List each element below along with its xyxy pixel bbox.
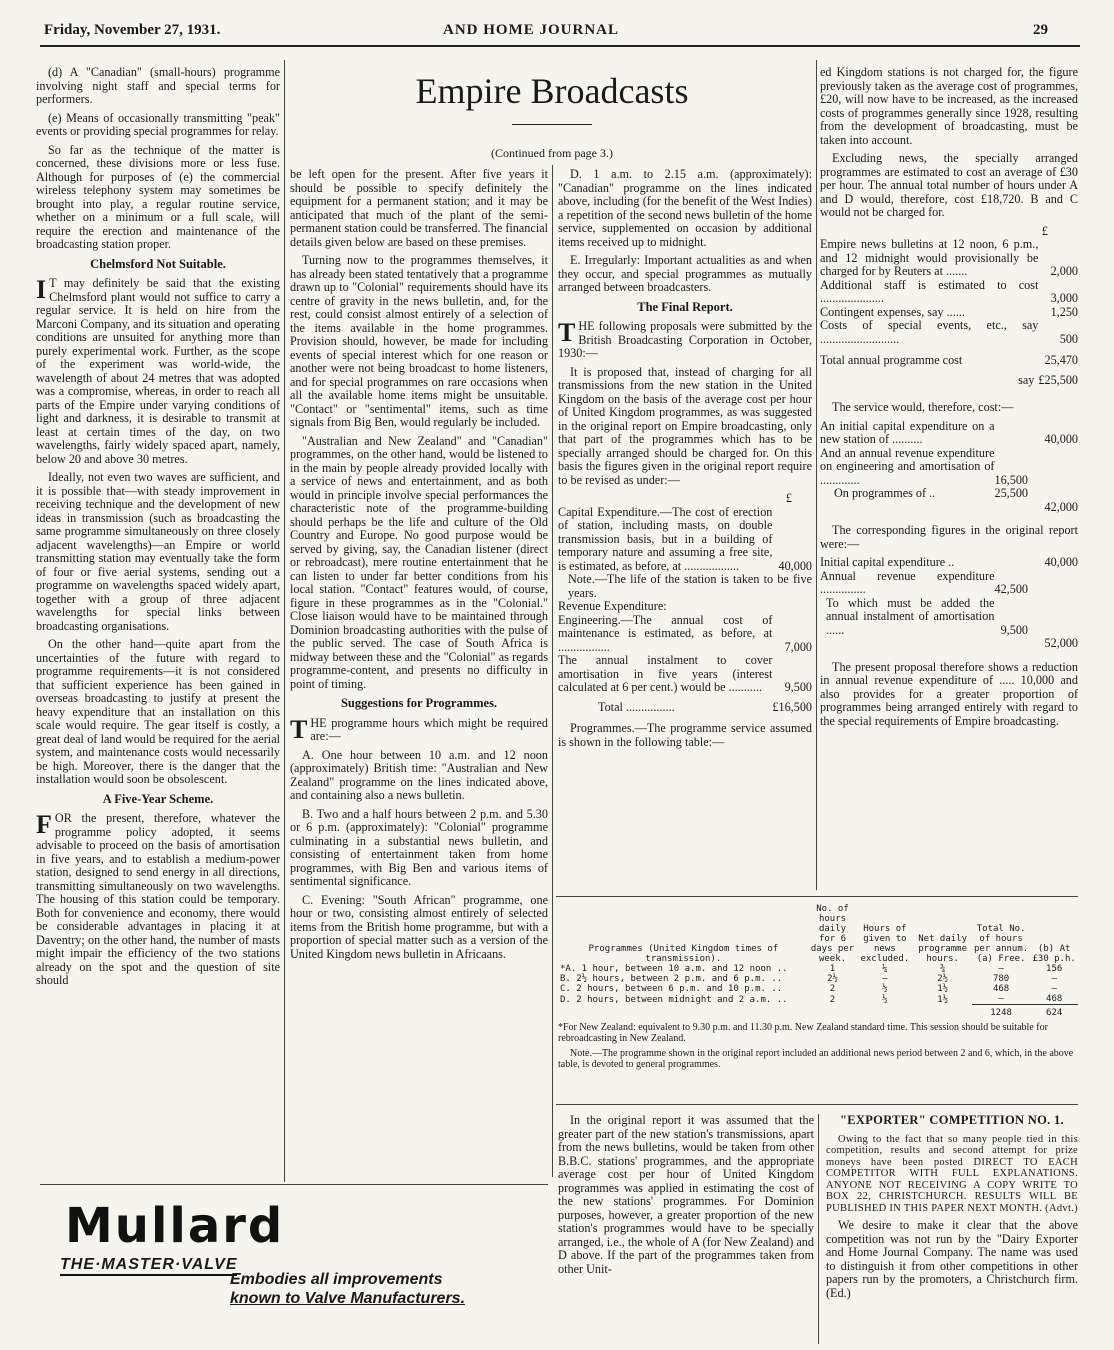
subheading: A Five-Year Scheme.: [102, 791, 214, 806]
header-rule: [40, 45, 1080, 47]
orig-add-value: 9,500: [1000, 622, 1028, 637]
paragraph: THE following proposals were submitted by the British Broadcasting Corporation in October, 1930:—: [558, 318, 812, 360]
total-at: 624: [1030, 1005, 1078, 1019]
paragraph: We desire to make it clear that the above competition was not run by the "Dairy Exporter and Home Journal Company. The name was used to distinguish it from other competitions in other papers run by the promoters, a Christchurch firm. (Ed.): [826, 1218, 1078, 1300]
paragraph: A. One hour between 10 a.m. and 12 noon (approximately) British time: "Australian and New Zealand" programme on the lines indicated above, and containing also a news bulletin.: [290, 747, 548, 802]
page-number: 29: [1033, 22, 1048, 38]
column-divider: [818, 1114, 819, 1344]
table-row: C. 2 hours, between 6 p.m. and 10 p.m. .. 2 ½ 1½ 468 —: [560, 984, 1057, 994]
brand-logo: Mullard: [65, 1198, 285, 1254]
initial-label: An initial capital expenditure on a new station of ..........: [820, 418, 995, 446]
initial-value: 40,000: [1044, 432, 1078, 446]
paragraph: D. 1 a.m. to 2.15 a.m. (approximately): "Canadian" programme on the lines indicated above, including (for the benefit of the West Indies) a repetition of the second news bulletin of the home service, supplemented on occasion by additional items received up to midnight.: [558, 167, 812, 249]
paragraph: I T may definitely be said that the existing Chelmsford plant would not suffice to carry a regular service. It is held on hire from the Marconi Company, and its situation and operating conditions are unsuited for anything more than purely experimental work. Further, as the scope of the experiment was world-wide, the wavelength of about 24 metres that was adopted was a compromise, whereas, in order to reach all parts of the Empire under varying conditions of light and darkness, it is desirable to transmit at least at certain times of the day, on two wavelengths, fairly widely spaced apart, namely, below 20 and above 30 metres.: [36, 275, 280, 466]
table-header: Total No. of hours per annum. (a) Free.: [974, 924, 1029, 964]
table-footnote: *For New Zealand: equivalent to 9.30 p.m. and 11.30 p.m. New Zealand standard time. This session should be suitable for rebroadcasting in New Zealand.: [558, 1022, 1048, 1044]
advert-top-rule: [40, 1184, 548, 1185]
drop-cap: T: [290, 714, 308, 744]
amortisation-label: The annual instalment to cover amortisation in five years (interest calculated at 6 per cent.) would be ...........: [558, 653, 773, 694]
cost-item-label: Additional staff is estimated to cost .....................: [820, 277, 1039, 305]
currency-symbol: £: [1041, 223, 1048, 238]
paragraph: be left open for the present. After five years it should be possible to specify definitely the equipment for a permanent station; and it may be anticipated that much of the plant of the semi-permanent station could be transferred. The financial details given below are based on these premises.: [290, 167, 548, 249]
cost-item-value: 1,250: [1050, 304, 1078, 319]
programme-hours-table: [558, 904, 1078, 1070]
cost-item-label: Contingent expenses, say ......: [820, 304, 965, 319]
total-label: Total annual programme cost: [820, 353, 963, 367]
table-header: Programmes (United Kingdom times of transmission).: [588, 944, 779, 964]
publication-name: AND HOME JOURNAL: [443, 22, 619, 38]
capital-expenditure-table: [558, 506, 812, 715]
engineering-label: Engineering.—The annual cost of maintenance is estimated, as before, at .................: [558, 612, 773, 654]
orig-add-label: To which must be added the annual instalment of amortisation ......: [826, 595, 995, 637]
table-bottom-rule: [556, 1104, 1078, 1105]
total-value: £16,500: [772, 699, 812, 714]
paragraph: ed Kingdom stations is not charged for, the figure previously taken as the average cost of programmes, £20, will now have to be increased, as the increased costs of programmes generally since 1928, resulting from the development of broadcasting, must be taken into account.: [820, 65, 1078, 147]
table-header: Hours of given to news excluded.: [860, 924, 910, 964]
cost-item-value: 3,000: [1050, 291, 1078, 305]
mullard-advert: [40, 1190, 540, 1320]
brand-subtitle: THE·MASTER·VALVE: [60, 1256, 237, 1276]
advert-tagline: Embodies all improvements known to Valve Manufacturers.: [230, 1271, 466, 1307]
say-label: say: [1018, 372, 1035, 387]
table-header: No. of hours daily for 6 days per week.: [810, 904, 855, 964]
cost-item-value: 500: [1059, 331, 1078, 346]
orig-initial-label: Initial capital expenditure ..: [820, 555, 955, 569]
paragraph: On the other hand—quite apart from the uncertainties of the future with regard to programme requirements—it is not considered that sufficient experience has been gained in overseas broadcasting to justify at present the heavy expenditure that an installation on this scale would require. The gear itself is costly, a great deal of land would be required for the aerial system, and maintenance costs would necessarily be high. Moreover, there is the danger that the installation would soon be obsolescent.: [36, 637, 280, 786]
paragraph: B. Two and a half hours between 2 p.m. and 5.30 or 6 p.m. (approximately): "Colonial" programme culminating in a substantial news bulletin, and consisting of entertainment taken from home programmes, with Big Ben and various items of sentimental significance.: [290, 806, 548, 888]
total-free: 1248: [972, 1005, 1030, 1019]
table-row: *A. 1 hour, between 10 a.m. and 12 noon .. 1 ¼ ¾ — 156: [560, 964, 1063, 974]
capital-label: Capital Expenditure.—The cost of erection of station, including masts, on double transmission basis, but in a building of temporary nature and assuming a free site, is estimated, as before, at ..................: [558, 504, 773, 573]
table-header: (b) At £30 p.h.: [1032, 944, 1076, 964]
paragraph: FOR the present, therefore, whatever the programme policy adopted, it seems advisable to proceed on the basis of amortisation in five years, and to establish a medium-power station, designed to send energy in all directions, transmitting simultaneously on two wavelengths. The housing of this station could be temporary. Both for convenience and economy, there would be considerable advantages in placing it at Daventry; on the other hand, the number of masts might impair the efficiency of the two stations already on the spot and the question of site should: [36, 810, 280, 987]
subheading: Chelmsford Not Suitable.: [90, 256, 226, 271]
paragraph: C. Evening: "South African" programme, one hour or two, consisting almost entirely of selected items from the British home programme, but with a proportion of special matter such as a version of the United Kingdom news bulletin in Africaans.: [290, 892, 548, 961]
subheading: The Final Report.: [637, 299, 733, 314]
drop-cap: T: [558, 318, 576, 347]
issue-date: Friday, November 27, 1931.: [44, 22, 221, 38]
paragraph: THE programme hours which might be required are:—: [290, 714, 548, 744]
drop-cap: F: [36, 810, 52, 839]
column-2: [290, 168, 548, 966]
cost-item-value: 2,000: [1050, 264, 1078, 278]
capital-value: 40,000: [778, 558, 812, 573]
orig-revenue-value: 42,500: [994, 582, 1028, 596]
paragraph: "Australian and New Zealand" and "Canadian" programmes, on the other hand, would be listened to in the main by people already provided locally with a service of news and entertainment, and as both would in principle involve special performances the characteristic note of the programme-building should perhaps be the life and culture of the Old Country and Europe. No good purpose would be served by giving, say, the Canadian listener (direct or rebroadcast), mere routine entertainment that he can listen to under far better conditions from his local station. "Contact" features would, of course, figure in these programmes as in the "Colonial." Close liaison would have to be maintained through Dominion broadcasting authorities with the pulse of the public served. The case of South Africa is midway between these and the "Colonial" as regards programme-content, and presents no difficulty in point of timing.: [290, 433, 548, 691]
orig-initial-value: 40,000: [1044, 555, 1078, 569]
currency-symbol: £: [785, 491, 792, 505]
column-divider: [284, 60, 285, 1182]
table-totals-row: [558, 1005, 1078, 1019]
paragraph: Ideally, not even two waves are sufficient, and it is possible that—with steady improvement in receiving technique and the development of new ideas in transmission (such as broadcasting the same programme simultaneously on three closely adjacent wavelengths)—an Empire or world transmitting station may eventually take the form of four or five aerial systems, sending out a programme on wavelengths spaced widely apart, together with a group of three adjacent wavelengths for special links between broadcasting organisations.: [36, 470, 280, 633]
column-3-bottom: [558, 1114, 814, 1281]
paragraph: (d) A "Canadian" (small-hours) programme involving night staff and special terms for performers.: [36, 65, 280, 106]
paragraph: Owing to the fact that so many people tied in this competition, results and second attempt for prize moneys have been posted DIRECT TO EACH COMPETITOR WITH FULL EXPLANATIONS. ANYONE NOT RECEIVING A COPY WRITE TO BOX 22, CHRISTCHURCH. RESULTS WILL BE PUBLISHED IN THIS PAPER NEXT MONTH. (Advt.): [826, 1133, 1078, 1214]
table-row: D. 2 hours, between midnight and 2 a.m. .. 2 ½ 1½ — 468: [560, 994, 1063, 1005]
column-divider: [816, 60, 817, 890]
table-row: B. 2½ hours, between 2 p.m. and 6 p.m. .. 2½ — 2½ 780 —: [560, 974, 1057, 984]
paragraph: Programmes.—The programme service assumed is shown in the following table:—: [558, 721, 812, 749]
table-footnote: Note.—The programme shown in the original report included an additional news period between 2 and 6, which, in the above table, is devoted to general programmes.: [558, 1048, 1074, 1070]
annual-total: 42,000: [1044, 499, 1078, 514]
programme-cost-table: [820, 238, 1078, 387]
article-title: Empire Broadcasts: [415, 71, 689, 111]
continued-note: (Continued from page 3.): [491, 146, 613, 160]
cost-item-label: Costs of special events, etc., say ..........................: [820, 318, 1039, 346]
original-figures-table: [820, 556, 1078, 651]
paragraph: The corresponding figures in the original report were:—: [820, 523, 1078, 551]
life-note: Note.—The life of the station is taken to be five years.: [568, 572, 812, 600]
subheading: Suggestions for Programmes.: [340, 696, 498, 710]
column-3: [558, 168, 812, 754]
say-value: £25,500: [1038, 372, 1078, 387]
paragraph: The present proposal therefore shows a reduction in annual revenue expenditure of ..... 10,000 and also provides for a greater proportion of programmes being arranged entirely with regard to the special requirements of Empire broadcasting.: [820, 659, 1078, 728]
orig-revenue-label: Annual revenue expenditure ...............: [820, 568, 995, 596]
title-rule: [512, 124, 592, 125]
programmes-label: On programmes of ..: [834, 486, 936, 500]
paragraph: In the original report it was assumed that the greater part of the new station's transmissions, apart from the news bulletins, would be taken from other B.B.C. stations' programmes, and the appropriate average cost per hour of United Kingdom programmes was applied in estimating the cost of the new stations' programmes. For Dominion purposes, however, a greater proportion of the new station's programmes would have to be specially arranged, i.e., the whole of A (for New Zealand) and D above. If the part of the programmes taken from other Unit-: [558, 1113, 814, 1276]
paragraph: So far as the technique of the matter is concerned, these divisions more or less fuse. Although for purposes of (e) the commercial wireless telephony system may sometimes be brought into play, a regular routine service, whether on a minimum or a full scale, will require the erection and maintenance of the broadcasting station proper.: [36, 142, 280, 251]
paragraph: The service would, therefore, cost:—: [832, 400, 1014, 414]
table-header: Net daily programme hours.: [918, 934, 968, 964]
annual-value: 16,500: [994, 472, 1028, 487]
orig-total: 52,000: [1044, 636, 1078, 650]
column-1: [36, 66, 280, 993]
total-value: 25,470: [1044, 353, 1078, 367]
paragraph: It is proposed that, instead of charging for all transmissions from the new station in the United Kingdom on the basis of the average cost per hour of United Kingdom programmes, as was suggested in the original report on Empire broadcasting, only that part of the programmes which has to be specially arranged should be charged for. On this basis the figures given in the original report require to be revised as under:—: [558, 364, 812, 487]
column-4: [820, 66, 1078, 733]
cost-item-label: Empire news bulletins at 12 noon, 6 p.m., and 12 midnight would provisionally be charged for by Reuters at .......: [820, 237, 1039, 278]
total-label: Total ................: [598, 699, 675, 714]
drop-cap: I: [36, 275, 47, 304]
annual-label: And an annual revenue expenditure on engineering and amortisation of .............: [820, 445, 995, 487]
paragraph: (e) Means of occasionally transmitting "peak" events or providing special programmes for relay.: [36, 110, 280, 138]
paragraph: Turning now to the programmes themselves, it has already been stated tentatively that a programme drawn up to "Colonial" requirements should have its centre of gravity in the news bulletin, and, for the rest, could consist almost entirely of a selection of the items available in the home programmes. Provision should, however, be made for including events of special interest which for one reason or another were not being broadcast to home listeners, and for special programmes on rare occasions when all the available home items might be unsuitable. "Contact" or "sentimental" items, such as time signals from Big Ben, would regularly be included.: [290, 253, 548, 429]
revenue-label: Revenue Expenditure:: [558, 599, 667, 613]
amortisation-value: 9,500: [784, 680, 812, 694]
programmes-value: 25,500: [994, 486, 1028, 500]
paragraph: E. Irregularly: Important actualities as and when they occur, and special programmes as mutually arranged between broadcasters.: [558, 253, 812, 294]
paragraph: Excluding news, the specially arranged programmes are estimated to cost an average of £30 per hour. The annual total number of hours under A and D would, therefore, cost £18,720. B and C would not be charged for.: [820, 151, 1078, 219]
service-cost-table: [820, 420, 1078, 515]
competition-title: "EXPORTER" COMPETITION NO. 1.: [840, 1113, 1064, 1127]
engineering-value: 7,000: [784, 639, 812, 654]
competition-notice: [826, 1114, 1078, 1305]
table-top-rule: [556, 896, 1078, 897]
column-divider: [552, 165, 553, 1177]
